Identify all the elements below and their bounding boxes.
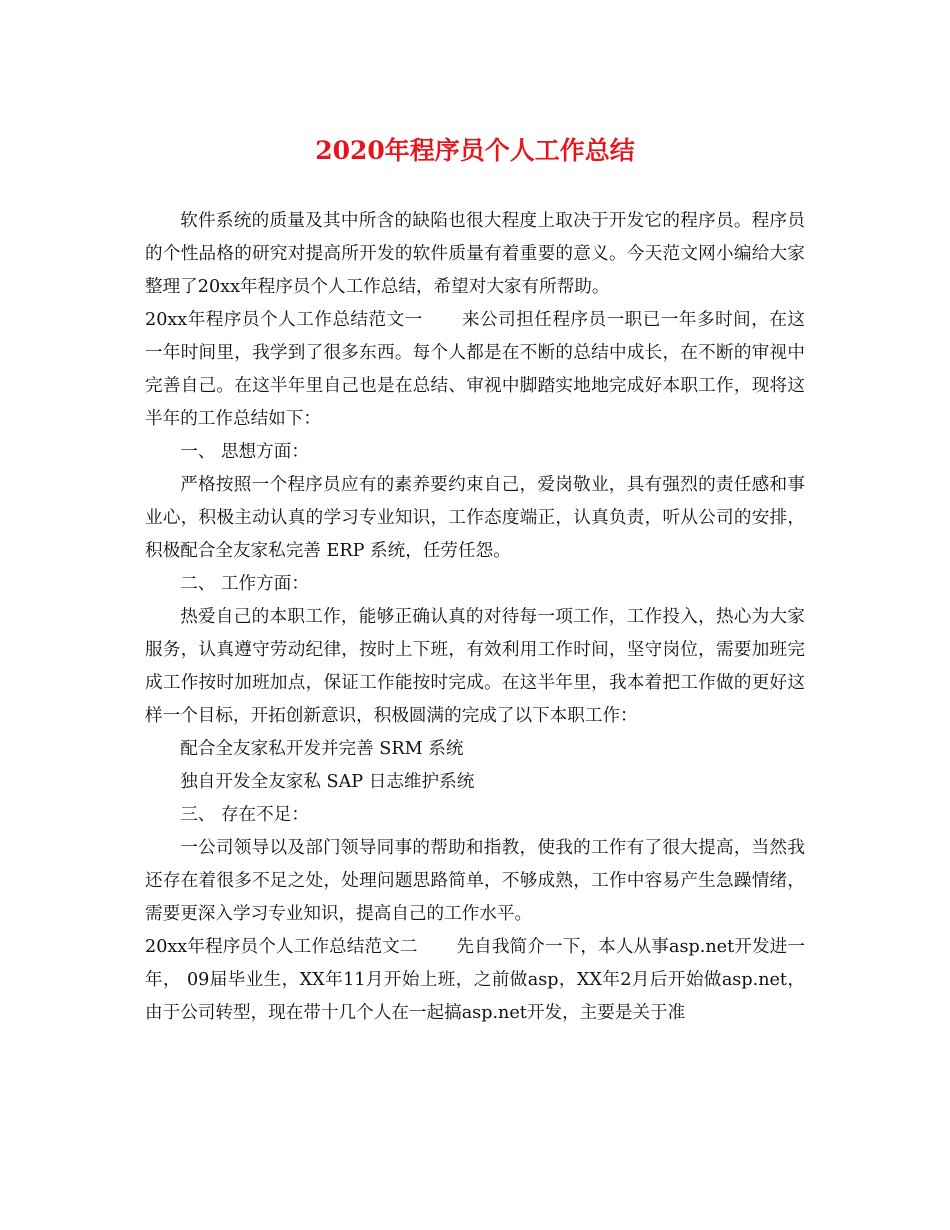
subheading-work: 二、 工作方面： <box>180 574 309 594</box>
subheading-thinking: 一、 思想方面： <box>180 442 309 462</box>
section-heading-sample-two: 20xx年程序员个人工作总结范文二 <box>145 937 418 957</box>
subheading-shortcomings: 三、 存在不足： <box>180 805 309 825</box>
document-body <box>145 205 805 1030</box>
paragraph-shortcomings: 一公司领导以及部门领导同事的帮助和指教，使我的工作有了很大提高，当然我还存在着很多不足之处，处理问题思路简单，不够成熟，工作中容易产生急躁情绪，需要更深入学习专业知识，提高自己的工作水平。 <box>145 838 805 924</box>
paragraph-sample-two-text: 先自我简介一下，本人从事asp.net开发进一年， 09届毕业生，XX年11月开始上班，之前做asp，XX年2月后开始做asp.net，由于公司转型，现在带十几个人在一起搞asp.net开发，主要是关于准 <box>145 937 805 1023</box>
paragraph-sample-one <box>145 304 805 436</box>
paragraph-intro: 软件系统的质量及其中所含的缺陷也很大程度上取决于开发它的程序员。程序员的个性品格的研究对提高所开发的软件质量有着重要的意义。今天范文网小编给大家整理了20xx年程序员个人工作总结，希望对大家有所帮助。 <box>145 211 805 297</box>
paragraph-work: 热爱自己的本职工作，能够正确认真的对待每一项工作，工作投入，热心为大家服务，认真遵守劳动纪律，按时上下班，有效利用工作时间，坚守岗位，需要加班完成工作按时加班加点，保证工作能按时完成。在这半年里，我本着把工作做的更好这样一个目标，开拓创新意识，积极圆满的完成了以下本职工作： <box>145 607 805 726</box>
list-item-sap: 独自开发全友家私 SAP 日志维护系统 <box>180 772 475 792</box>
paragraph-sample-one-text: 来公司担任程序员一职已一年多时间，在这一年时间里，我学到了很多东西。每个人都是在不断的总结中成长，在不断的审视中完善自己。在这半年里自己也是在总结、审视中脚踏实地地完成好本职工作，现将这半年的工作总结如下： <box>145 310 805 429</box>
list-item-srm: 配合全友家私开发并完善 SRM 系统 <box>180 739 464 759</box>
paragraph-thinking: 严格按照一个程序员应有的素养要约束自己，爱岗敬业，具有强烈的责任感和事业心，积极主动认真的学习专业知识，工作态度端正，认真负责，听从公司的安排，积极配合全友家私完善 ERP 系统，任劳任怨。 <box>145 475 805 561</box>
section-heading-sample-one: 20xx年程序员个人工作总结范文一 <box>145 310 423 330</box>
document-title: 2020年程序员个人工作总结 <box>315 136 635 165</box>
paragraph-sample-two <box>145 931 805 1030</box>
